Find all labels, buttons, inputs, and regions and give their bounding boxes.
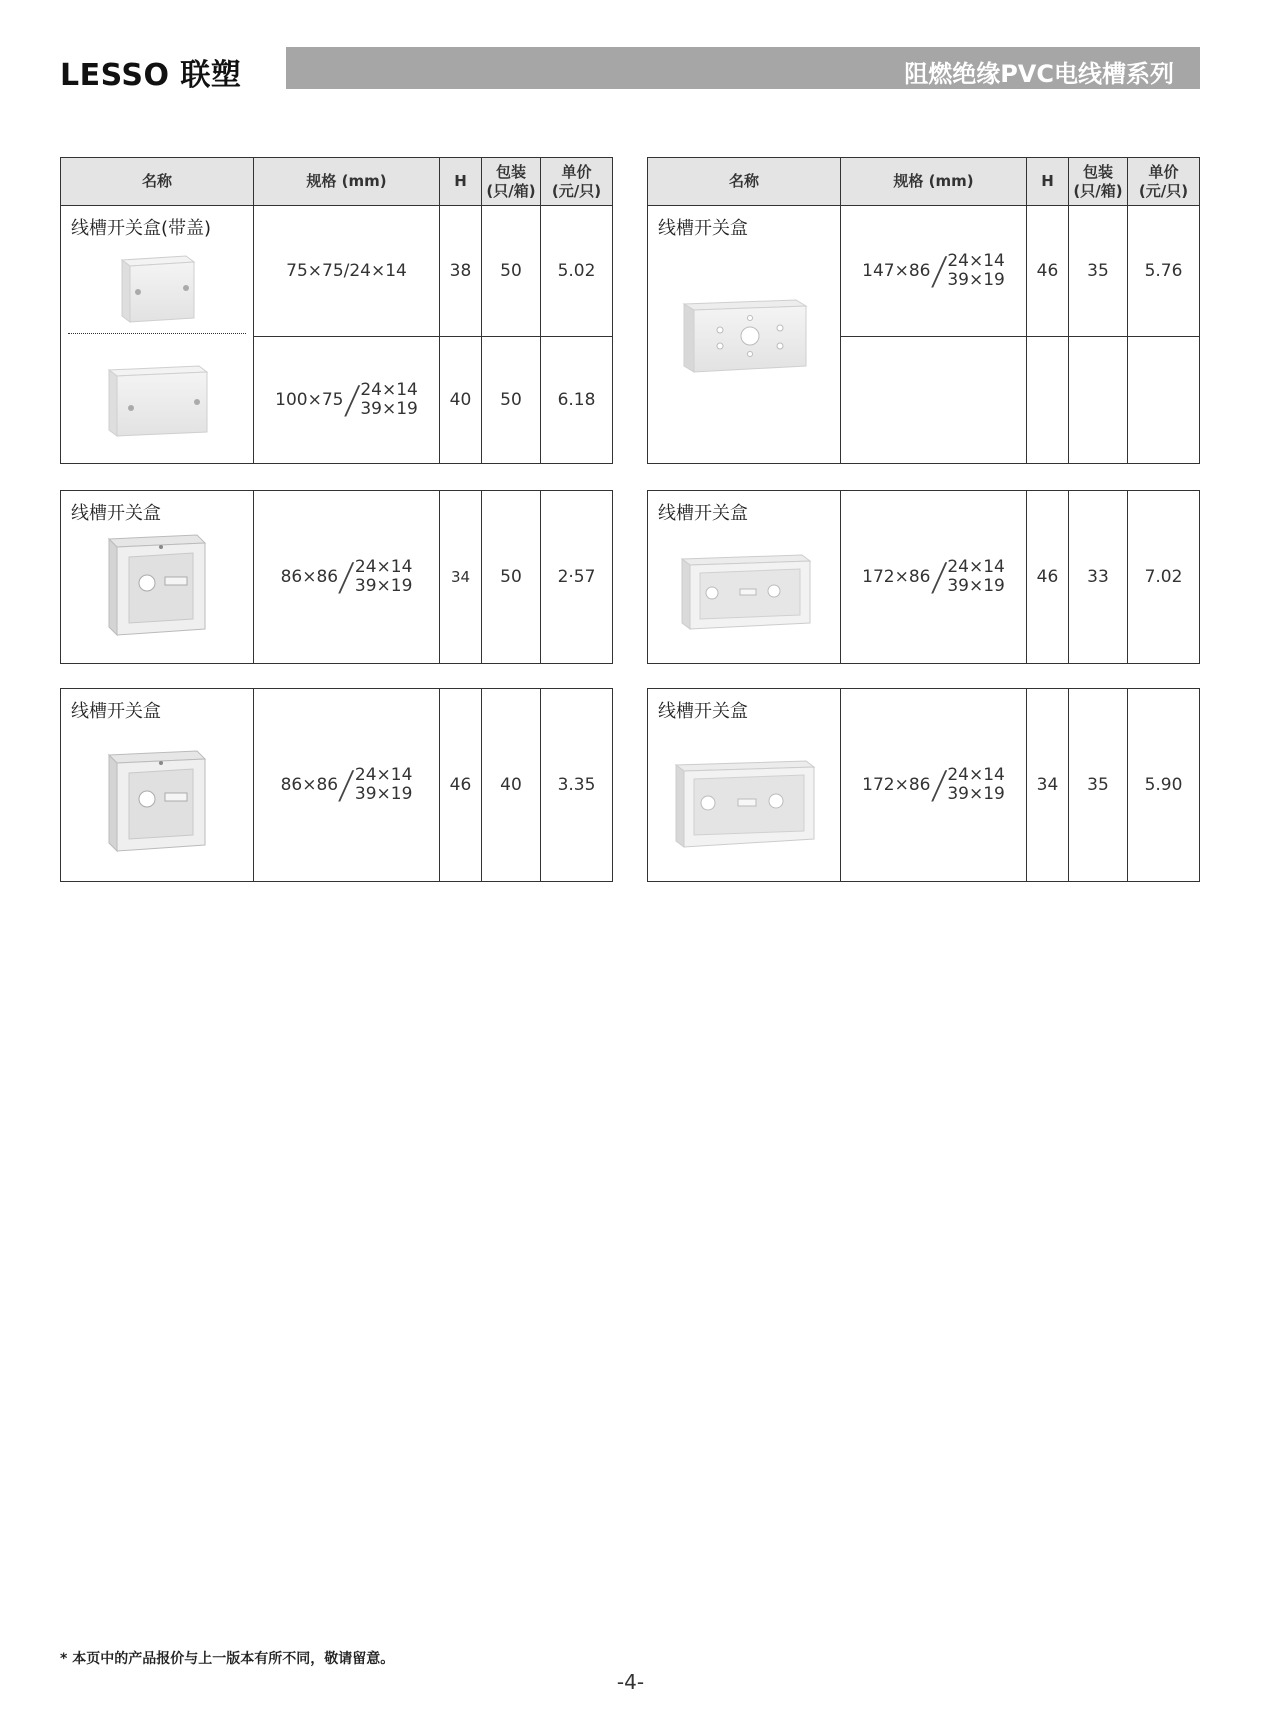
- product-name: 线槽开关盒: [71, 701, 161, 722]
- pack-cell: 50: [482, 206, 541, 337]
- spec-a: 24×14: [947, 557, 1005, 577]
- long-box-image: [678, 549, 814, 633]
- spec-cell: 172×86 / 24×14 39×19: [841, 491, 1027, 664]
- col-name: 名称: [648, 158, 841, 206]
- spec-cell: 147×86 / 24×14 39×19: [841, 206, 1027, 337]
- product-name-cell: [648, 206, 841, 464]
- product-block: [60, 688, 613, 882]
- pack-cell: 40: [482, 689, 541, 882]
- price-cell: 3.35: [541, 689, 613, 882]
- spec-b: 39×19: [354, 784, 413, 804]
- spec-b: 39×19: [360, 399, 418, 419]
- spec-b: 39×19: [947, 576, 1005, 596]
- product-name-cell: [648, 689, 841, 882]
- product-block: [647, 688, 1200, 882]
- col-h: H: [1027, 158, 1069, 206]
- double-box-147-image: [680, 294, 810, 376]
- empty-cell: [1128, 337, 1200, 464]
- price-cell: 5.02: [541, 206, 613, 337]
- col-spec: 规格 (mm): [841, 158, 1027, 206]
- col-name: 名称: [61, 158, 254, 206]
- col-price: 单价 (元/只): [1128, 158, 1200, 206]
- h-cell: 34: [1027, 689, 1069, 882]
- banner-title: 阻燃绝缘PVC电线槽系列: [904, 60, 1174, 88]
- spec-a: 24×14: [354, 765, 413, 785]
- empty-cell: [1027, 337, 1069, 464]
- spec-cell: 172×86 / 24×14 39×19: [841, 689, 1027, 882]
- spec-cell: 75×75/24×14: [254, 206, 440, 337]
- price-cell: 2·57: [541, 491, 613, 664]
- square-box-image: [101, 747, 211, 857]
- price-cell: 5.76: [1128, 206, 1200, 337]
- square-box-image: [101, 531, 211, 641]
- covered-box-small-image: [116, 246, 198, 326]
- h-cell: 46: [1027, 491, 1069, 664]
- spec-cell: 86×86 / 24×14 39×19: [254, 491, 440, 664]
- spec-a: 24×14: [947, 251, 1005, 271]
- h-cell: 34: [440, 491, 482, 664]
- empty-cell: [1069, 337, 1128, 464]
- col-h: H: [440, 158, 482, 206]
- spec-b: 39×19: [354, 576, 413, 596]
- pack-cell: 35: [1069, 206, 1128, 337]
- spec-b: 39×19: [947, 270, 1005, 290]
- product-name: 线槽开关盒: [658, 503, 748, 524]
- pack-cell: 33: [1069, 491, 1128, 664]
- h-cell: 46: [440, 689, 482, 882]
- page-number: -4-: [616, 1670, 645, 1694]
- price-cell: 5.90: [1128, 689, 1200, 882]
- col-pack: 包装 (只/箱): [482, 158, 541, 206]
- brand-logo: LESSO 联塑: [60, 58, 242, 93]
- pack-cell: 35: [1069, 689, 1128, 882]
- product-block: [647, 490, 1200, 664]
- spec-main: 86×86: [280, 775, 339, 795]
- pack-cell: 50: [482, 337, 541, 464]
- product-name: 线槽开关盒(带盖): [71, 218, 212, 239]
- spec-cell: 100×75 / 24×14 39×19: [254, 337, 440, 464]
- product-name: 线槽开关盒: [71, 503, 161, 524]
- spec-a: 24×14: [360, 380, 418, 400]
- h-cell: 40: [440, 337, 482, 464]
- long-box-image: [672, 755, 818, 851]
- empty-cell: [841, 337, 1027, 464]
- col-price: 单价 (元/只): [541, 158, 613, 206]
- left-top-table: [60, 157, 613, 464]
- pack-cell: 50: [482, 491, 541, 664]
- product-name-cell: [648, 491, 841, 664]
- product-name: 线槽开关盒: [658, 218, 748, 239]
- price-cell: 6.18: [541, 337, 613, 464]
- spec-a: 24×14: [354, 557, 413, 577]
- spec-cell: 86×86 / 24×14 39×19: [254, 689, 440, 882]
- h-cell: 38: [440, 206, 482, 337]
- spec-b: 39×19: [947, 784, 1005, 804]
- row-separator: [68, 333, 246, 334]
- right-top-table: [647, 157, 1200, 464]
- price-cell: 7.02: [1128, 491, 1200, 664]
- product-name: 线槽开关盒: [658, 701, 748, 722]
- spec-a: 24×14: [947, 765, 1005, 785]
- spec-main: 147×86: [862, 261, 931, 281]
- product-name-cell: [61, 491, 254, 664]
- product-name-cell: [61, 206, 254, 464]
- title-banner: [286, 47, 1200, 89]
- spec-main: 172×86: [862, 775, 931, 795]
- spec-main: 100×75: [275, 390, 344, 410]
- product-name-cell: [61, 689, 254, 882]
- footnote: * 本页中的产品报价与上一版本有所不同，敬请留意。: [60, 1651, 395, 1667]
- h-cell: 46: [1027, 206, 1069, 337]
- product-block: [60, 490, 613, 664]
- spec-main: 172×86: [862, 567, 931, 587]
- col-pack: 包装 (只/箱): [1069, 158, 1128, 206]
- spec-main: 86×86: [280, 567, 339, 587]
- col-spec: 规格 (mm): [254, 158, 440, 206]
- covered-box-large-image: [105, 358, 211, 440]
